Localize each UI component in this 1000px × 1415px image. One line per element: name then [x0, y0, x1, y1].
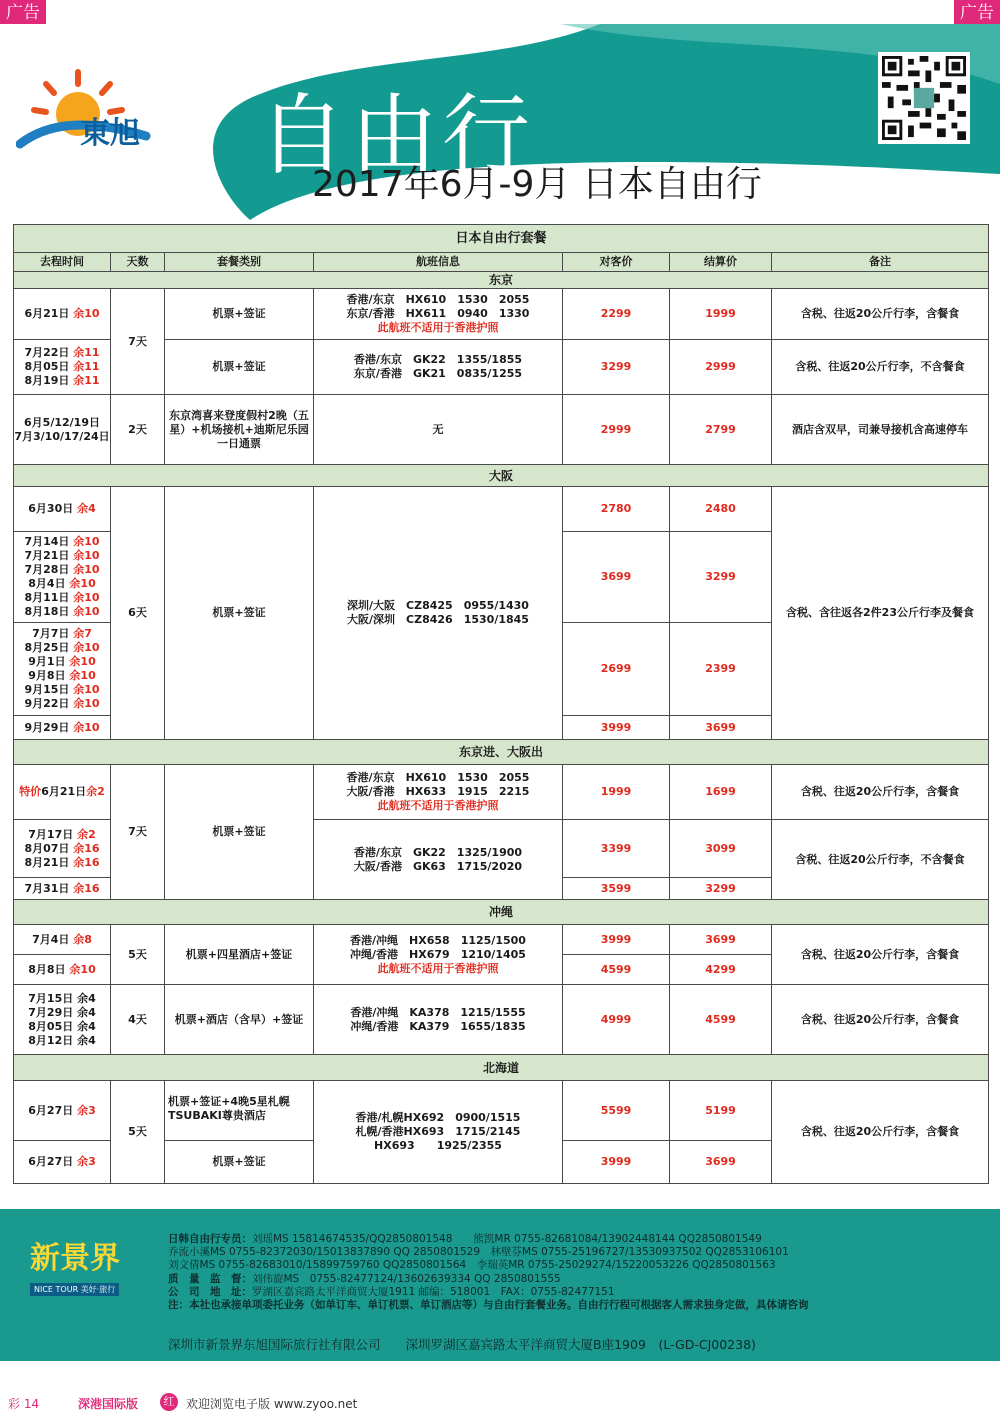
col-header-category: 套餐类别	[165, 253, 314, 272]
region-tokyo: 东京	[14, 272, 989, 289]
contact-info: 日韩自由行专员：刘瑶MS 15814674535/QQ2850801548 熊凯MR 0755-82681084/13902448144 QQ2850801549 乔流小溪MS 0755-82372030/15013837890 QQ 2850801529 林壁芬MS 0755-25196727/13530937502 QQ2853106101 刘文倩MS 0755-82683010/15899759760 QQ2850801564 李瑞英MR 0755-25029274/15220053226 QQ2850801563 质 量 监 督：刘伟旋MS 0755-82477124/13602639334 QQ 2850801555 公 司 地 址：罗湖区嘉宾路太平洋商贸大厦1911 邮编：518001 FAX：0755-82477151 注：本社也承接单项委托业务（如单订车、单订机票、单订酒店等）与自由行套餐业务。自由行行程可根据客人需求独身定做，具体请咨询	[168, 1233, 809, 1312]
table-row: 6月30日 余4 6天 机票+签证 深圳/大阪 CZ8425 0955/1430 大阪/深圳 CZ8426 1530/1845 2780 2480 含税、含往返各2件23公斤行李及餐食	[14, 487, 989, 532]
color-badge-icon: 红	[160, 1393, 178, 1411]
page-title: 自由行	[258, 84, 535, 187]
region-osaka: 大阪	[14, 465, 989, 487]
table-row: 8月8日 余10 4599 4299	[14, 955, 989, 985]
qr-code-icon	[878, 52, 970, 144]
table-row: 6月27日 余3 机票+签证 3999 3699	[14, 1141, 989, 1184]
table-row: 7月22日 余11 8月05日 余11 8月19日 余11 机票+签证 香港/东京 GK22 1355/1855 东京/香港 GK21 0835/1255 3299 2999 含税、往返20公斤行李，不含餐食	[14, 340, 989, 395]
table-row: 6月27日 余3 5天 机票+签证+4晚5星札幌TSUBAKI尊贵酒店 香港/札幌HX692 0900/1515 札幌/香港HX693 1715/2145 HX693 1925/2355 5599 5199 含税、往返20公斤行李，含餐食	[14, 1081, 989, 1141]
table-row: 7月15日 余4 7月29日 余4 8月05日 余4 8月12日 余4 4天 机票+酒店（含早）+签证 香港/冲绳 KA378 1215/1555 冲绳/香港 KA379 1655/1835 4999 4599 含税、往返20公斤行李，含餐食	[14, 985, 989, 1055]
footer	[0, 1209, 1000, 1361]
region-hokkaido: 北海道	[14, 1055, 989, 1081]
company-line: 深圳市新景界东旭国际旅行社有限公司 深圳罗湖区嘉宾路太平洋商贸大厦B座1909 (L-GD-CJ00238)	[168, 1337, 756, 1352]
table-row: 6月21日 余10 7天 机票+签证 香港/东京 HX610 1530 2055 东京/香港 HX611 0940 1330 此航班不适用于香港护照 2299 1999 含税、往返20公斤行李，含餐食	[14, 289, 989, 340]
table-row: 特价6月21日余2 7天 机票+签证 香港/东京 HX610 1530 2055 大阪/香港 HX633 1915 2215 此航班不适用于香港护照 1999 1699 含税、往返20公斤行李，含餐食	[14, 765, 989, 820]
table-row: 6月5/12/19日 7月3/10/17/24日 2天 东京湾喜来登度假村2晚（五星）+机场接机+迪斯尼乐园一日通票 无 2999 2799 酒店含双早，司兼导接机含高速停车	[14, 395, 989, 465]
table-row: 7月14日 余10 7月21日 余10 7月28日 余10 8月4日 余10 8月11日 余10 8月18日 余10 3699 3299	[14, 532, 989, 623]
table-row: 7月31日 余16 3599 3299	[14, 878, 989, 900]
welcome-link[interactable]: 欢迎浏览电子版 www.zyoo.net	[186, 1397, 358, 1411]
col-header-date: 去程时间	[14, 253, 111, 272]
region-tokyo-osaka: 东京进、大阪出	[14, 740, 989, 765]
ad-tag-left: 广告	[0, 0, 46, 26]
header-banner	[0, 24, 1000, 220]
edition-label: 深港国际版	[78, 1397, 139, 1411]
table-row: 7月4日 余8 5天 机票+四星酒店+签证 香港/冲绳 HX658 1125/1500 冲绳/香港 HX679 1210/1405 此航班不适用于香港护照 3999 3699 含税、往返20公斤行李，含餐食	[14, 925, 989, 955]
package-table	[13, 224, 988, 1184]
page-footer-bar	[0, 1392, 1000, 1415]
table-row: 9月29日 余10 3999 3699	[14, 716, 989, 740]
page-number: 彩 14	[8, 1397, 40, 1411]
col-header-note: 备注	[772, 253, 989, 272]
table-title: 日本自由行套餐	[14, 225, 989, 253]
col-header-days: 天数	[111, 253, 165, 272]
col-header-settle: 结算价	[670, 253, 772, 272]
ad-tag-right: 广告	[954, 0, 1000, 26]
table-row: 7月17日 余2 8月07日 余16 8月21日 余16 香港/东京 GK22 1325/1900 大阪/香港 GK63 1715/2020 3399 3099 含税、往返20公斤行李，不含餐食	[14, 820, 989, 878]
logo-text: 東旭	[80, 116, 140, 151]
col-header-price: 对客价	[563, 253, 670, 272]
brand-logo: 新景界 NICE TOUR 美好·旅行	[30, 1241, 120, 1294]
col-header-flight: 航班信息	[314, 253, 563, 272]
region-okinawa: 冲绳	[14, 900, 989, 925]
table-row: 7月7日 余7 8月25日 余10 9月1日 余10 9月8日 余10 9月15日 余10 9月22日 余10 2699 2399	[14, 623, 989, 716]
page-subtitle: 2017年6月-9月 日本自由行	[312, 164, 762, 205]
